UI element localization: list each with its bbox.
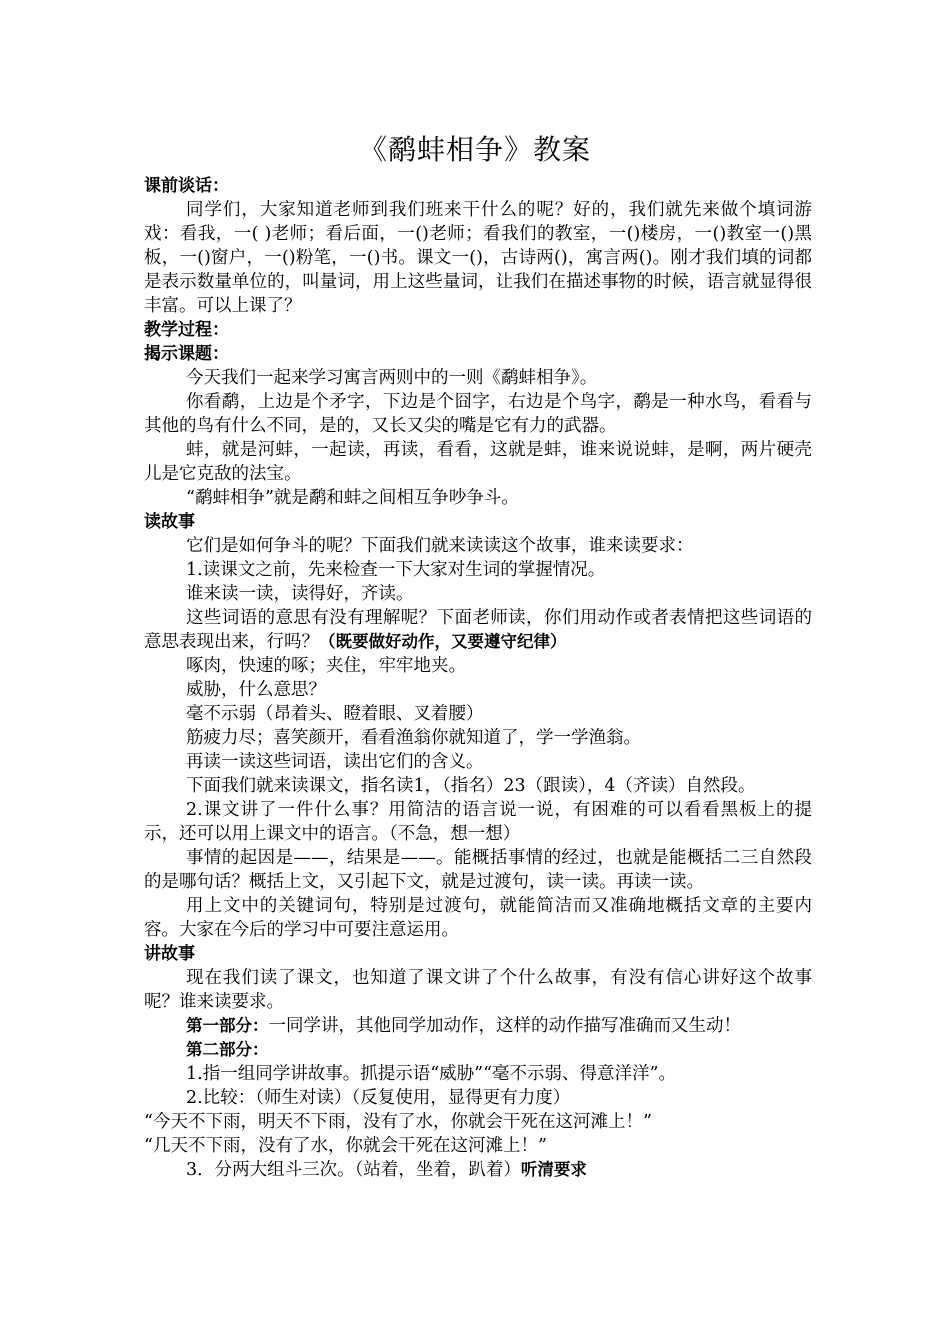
paragraph: 你看鹬，上边是个矛字，下边是个囧字，右边是个鸟字，鹬是一种水鸟，看看与其他的鸟有什么不同，是的，又长又尖的嘴是它有力的武器。 [144, 392, 812, 436]
paragraph: 现在我们读了课文，也知道了课文讲了个什么故事，有没有信心讲好这个故事呢？谁来读要求。 [144, 968, 812, 1012]
paragraph: 今天我们一起来学习寓言两则中的一则《鹬蚌相争》。 [186, 368, 598, 388]
paragraph-text: 3．分两大组斗三次。（站着，坐着，趴着） [186, 1160, 521, 1180]
paragraph: 2.课文讲了一件什么事？用简洁的语言说一说，有困难的可以看看黑板上的提示，还可以用上课文中的语言。（不急，想一想） [144, 800, 812, 844]
paragraph: 谁来读一读，读得好，齐读。 [186, 584, 414, 604]
paragraph [144, 1014, 812, 1038]
bold-note: （既要做好动作，又要遵守纪律） [319, 632, 567, 651]
paragraph [144, 1038, 812, 1062]
heading-read: 读故事 [144, 512, 195, 532]
document-title: 《鹬蚌相争》教案 [358, 133, 591, 166]
paragraph: 1.指一组同学讲故事。抓提示语“威胁”“毫不示弱、得意洋洋”。 [186, 1064, 676, 1084]
paragraph: 它们是如何争斗的呢？下面我们就来读读这个故事，谁来读要求： [186, 536, 694, 556]
paragraph [144, 606, 812, 654]
part-label: 第一部分： [186, 1016, 269, 1035]
paragraph: 毫不示弱（昂着头、瞪着眼、叉着腰） [186, 704, 484, 724]
paragraph: “鹬蚌相争”就是鹬和蚌之间相互争吵争斗。 [186, 488, 519, 508]
bold-note: 听清要求 [520, 1160, 587, 1179]
paragraph: 用上文中的关键词句，特别是过渡句，就能简洁而又准确地概括文章的主要内容。大家在今后的学习中可要注意运用。 [144, 896, 812, 940]
paragraph: 威胁，什么意思？ [186, 680, 326, 700]
paragraph: 筋疲力尽；喜笑颜开，看看渔翁你就知道了，学一学渔翁。 [186, 728, 641, 748]
paragraph: 蚌，就是河蚌，一起读，再读，看看，这就是蚌，谁来说说蚌，是啊，两片硬壳儿是它克敌的法宝。 [144, 440, 812, 484]
paragraph: 啄肉，快速的啄；夹住，牢牢地夹。 [186, 656, 466, 676]
quote-line: “今天不下雨，明天不下雨，没有了水，你就会干死在这河滩上！” [144, 1112, 652, 1132]
heading-reveal: 揭示课题： [144, 344, 229, 364]
document-body [144, 174, 812, 1182]
heading-process: 教学过程： [144, 320, 229, 340]
paragraph: 下面我们就来读课文，指名读1，（指名）23（跟读），4（齐读）自然段。 [186, 776, 756, 796]
part-label: 第二部分： [186, 1040, 269, 1059]
paragraph: 1.读课文之前，先来检查一下大家对生词的掌握情况。 [186, 560, 606, 580]
paragraph: 2.比较：（师生对读）（反复使用，显得更有力度） [186, 1088, 571, 1108]
paragraph: 同学们，大家知道老师到我们班来干什么的呢？好的，我们就先来做个填词游戏：看我，一( )老师；看后面，一()老师；看我们的教室，一()楼房，一()教室一()黑板，一()窗户，一()粉笔，一()书。课文一()，古诗两()，寓言两()。刚才我们填的词都是表示数量单位的，叫量词，用上这些量词，让我们在描述事物的时候，语言就显得很丰富。可以上课了？ [144, 200, 812, 316]
paragraph: 事情的起因是——，结果是——。能概括事情的经过，也就是能概括二三自然段的是哪句话？概括上文，又引起下文，就是过渡句，读一读。再读一读。 [144, 848, 812, 892]
heading-pre-talk: 课前谈话： [144, 176, 229, 196]
paragraph: 再读一读这些词语，读出它们的含义。 [186, 752, 484, 772]
paragraph [144, 1158, 812, 1182]
heading-tell: 讲故事 [144, 944, 195, 964]
paragraph-text: 一同学讲，其他同学加动作，这样的动作描写准确而又生动！ [268, 1016, 741, 1036]
paragraph-text: 这些词语的意思有没有理解呢？下面老师读，你们用动作或者表情把这些词语的意思表现出来，行吗？ [144, 608, 812, 652]
quote-line: “几天不下雨，没有了水，你就会干死在这河滩上！” [144, 1136, 547, 1156]
